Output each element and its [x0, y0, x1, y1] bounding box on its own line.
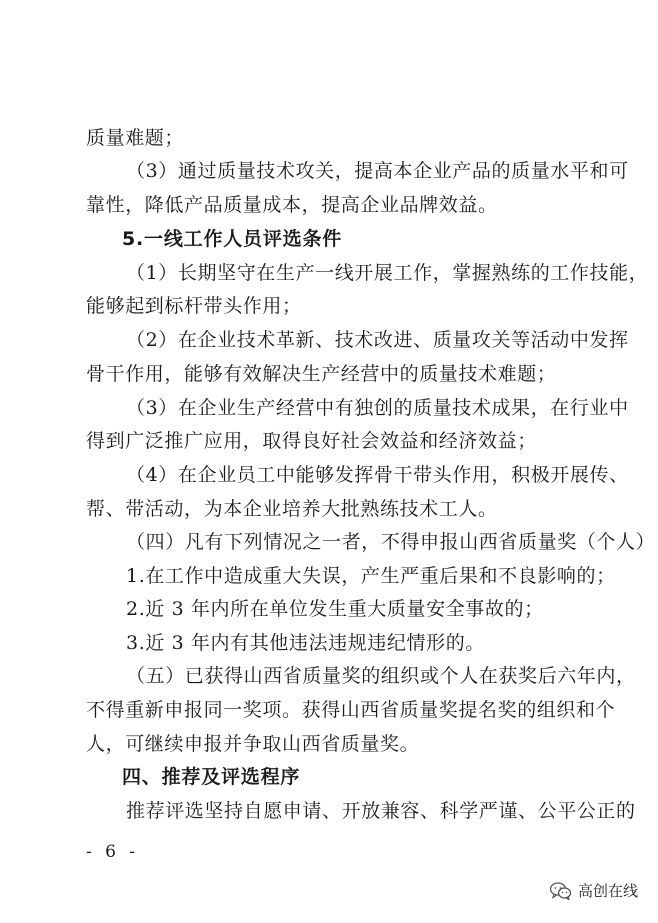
page-number: - 6 -	[86, 842, 140, 862]
text-line-10: 得到广泛推广应用，取得良好社会效益和经济效益；	[86, 430, 537, 452]
text-line-16: 3.近 3 年内有其他违法违规违纪情形的。	[126, 632, 485, 654]
text-line-7: （2）在企业技术革新、技术改进、质量攻关等活动中发挥	[126, 329, 629, 351]
text-line-11: （4）在企业员工中能够发挥骨干带头作用，积极开展传、	[126, 464, 629, 486]
text-line-12: 帮、带活动，为本企业培养大批熟练技术工人。	[86, 498, 498, 520]
text-line-21: 推荐评选坚持自愿申请、开放兼容、科学严谨、公平公正的	[126, 800, 636, 822]
section-heading: 5.一线工作人员评选条件	[122, 228, 343, 250]
text-line-17: （五）已获得山西省质量奖的组织或个人在获奖后六年内，	[126, 665, 636, 687]
text-line-8: 骨干作用，能够有效解决生产经营中的质量技术难题；	[86, 363, 557, 385]
text-line-15: 2.近 3 年内所在单位发生重大质量安全事故的；	[126, 598, 544, 620]
text-line-6: 能够起到标杆带头作用；	[86, 295, 302, 317]
text-line-5: （1）长期坚守在生产一线开展工作，掌握熟练的工作技能，	[126, 262, 649, 284]
watermark-label: 高创在线	[577, 882, 638, 900]
text-line-3: 靠性，降低产品质量成本，提高企业品牌效益。	[86, 194, 498, 216]
section-heading-2: 四、推荐及评选程序	[122, 766, 301, 788]
watermark	[550, 880, 638, 901]
text-line-14: 1.在工作中造成重大失误，产生严重后果和不良影响的；	[126, 565, 616, 587]
wechat-icon	[550, 882, 572, 900]
text-line-1: 质量难题；	[86, 127, 185, 149]
text-line-13: （四）凡有下列情况之一者，不得申报山西省质量奖（个人）	[126, 531, 656, 553]
text-line-9: （3）在企业生产经营中有独创的质量技术成果，在行业中	[126, 397, 629, 419]
text-line-2: （3）通过质量技术攻关，提高本企业产品的质量水平和可	[126, 160, 629, 182]
text-line-19: 人，可继续申报并争取山西省质量奖。	[86, 733, 420, 755]
text-line-18: 不得重新申报同一奖项。获得山西省质量奖提名奖的组织和个	[86, 699, 616, 721]
